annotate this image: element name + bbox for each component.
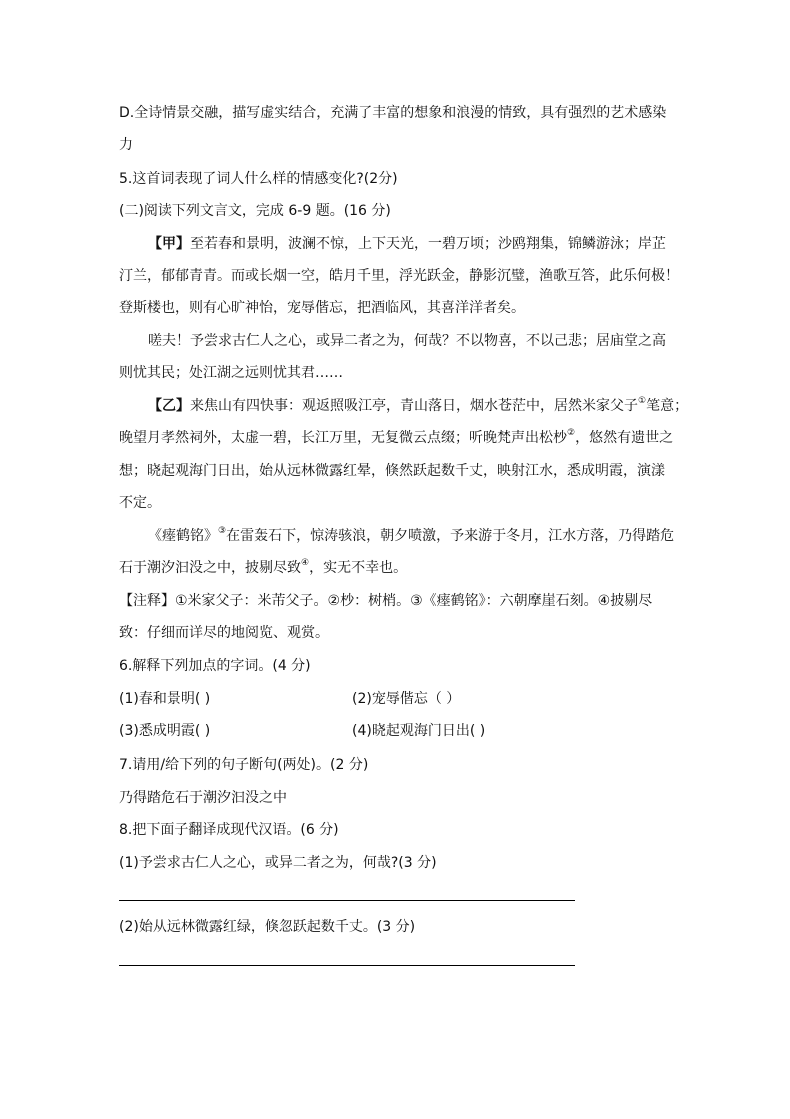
- section-2-heading: (二)阅读下列文言文，完成 6-9 题。(16 分): [119, 203, 391, 219]
- passage-jia-line1: [148, 235, 666, 253]
- passage-jia-p2-line1: 嗟夫！予尝求古仁人之心，或异二者之为，何哉？不以物喜，不以己悲；居庙堂之高: [148, 333, 666, 349]
- question-6-item-3: (3)悉成明霞( ): [119, 723, 211, 739]
- answer-line-1[interactable]: [119, 900, 575, 901]
- passage-yi-text: 在雷轰石下，惊涛骇浪，朝夕喷激，予来游于冬月，江水方落，乃得踏危: [226, 528, 675, 544]
- q4-option-d-line2: 力: [119, 137, 133, 153]
- answer-line-2[interactable]: [119, 965, 575, 966]
- note-mark: ④: [301, 558, 310, 568]
- question-6-item-2: (2)宠辱偕忘（ ）: [352, 691, 461, 707]
- passage-yi-text: ，实无不幸也。: [309, 560, 408, 576]
- q4-option-d-line1: D.全诗情景交融，描写虚实结合，充满了丰富的想象和浪漫的情致，具有强烈的艺术感染: [119, 105, 667, 121]
- question-6-stem: 6.解释下列加点的字词。(4 分): [119, 658, 311, 674]
- notes-line2: 致：仔细而详尽的地阅览、观赏。: [119, 625, 329, 641]
- note-mark: ①: [638, 396, 647, 406]
- question-8-stem: 8.把下面子翻译成现代汉语。(6 分): [119, 822, 339, 838]
- passage-jia-line3: 登斯楼也，则有心旷神怡，宠辱偕忘，把酒临风，其喜洋洋者矣。: [119, 300, 525, 316]
- passage-yi-line2: [119, 429, 673, 447]
- note-mark: ③: [218, 526, 227, 536]
- question-5: 5.这首词表现了词人什么样的情感变化?(2分): [119, 171, 398, 187]
- passage-yi-text: ，悠然有遗世之: [575, 430, 674, 446]
- passage-jia-tag: 【甲】: [148, 236, 190, 252]
- question-7-sentence: 乃得踏危石于潮汐汩没之中: [119, 790, 287, 806]
- passage-jia-line2: 汀兰，郁郁青青。而或长烟一空，皓月千里，浮光跃金，静影沉璧，渔歌互答，此乐何极！: [119, 268, 679, 284]
- passage-jia-text: 至若春和景明，波澜不惊，上下天光，一碧万顷；沙鸥翔集，锦鳞游泳；岸芷: [190, 236, 666, 252]
- question-6-item-4: (4)晓起观海门日出( ): [352, 723, 486, 739]
- passage-yi-text: 笔意；: [646, 398, 689, 414]
- passage-yi-p2-line1: [148, 527, 674, 545]
- note-mark: ②: [567, 428, 576, 438]
- passage-yi-line4: 不定。: [119, 495, 161, 511]
- passage-yi-p2-line2: [119, 559, 407, 577]
- passage-jia-p2-line2: 则忧其民；处江湖之远则忧其君……: [119, 365, 343, 381]
- notes-line1: 【注释】①米家父子：米芾父子。②杪：树梢。③《瘗鹤铭》：六朝摩崖石刻。④披剔尽: [119, 593, 653, 609]
- passage-yi-text: 石于潮汐汩没之中，披剔尽致: [119, 560, 301, 576]
- passage-yi-text: 《瘗鹤铭》: [148, 528, 218, 544]
- question-6-item-1: (1)春和景明( ): [119, 691, 211, 707]
- question-7-stem: 7.请用/给下列的句子断句(两处)。(2 分): [119, 757, 369, 773]
- passage-yi-text: 晚望月孝然祠外，太虚一碧，长江万里，无复微云点缀；听晚梵声出松杪: [119, 430, 567, 446]
- passage-yi-tag: 【乙】: [148, 398, 190, 414]
- question-8-item-2: (2)始从远林微露红绿，倏忽跃起数千丈。(3 分): [119, 919, 416, 935]
- passage-yi-line3: 想；晓起观海门日出，始从远林微露红晕，倏然跃起数千丈，映射江水，悉成明霞，演漾: [119, 463, 665, 479]
- passage-yi-line1: [148, 397, 688, 415]
- passage-yi-text: 来焦山有四快事：观返照吸江亭，青山落日，烟水苍茫中，居然米家父子: [190, 398, 638, 414]
- question-8-item-1: (1)予尝求古仁人之心，或异二者之为，何哉?(3 分): [119, 855, 437, 871]
